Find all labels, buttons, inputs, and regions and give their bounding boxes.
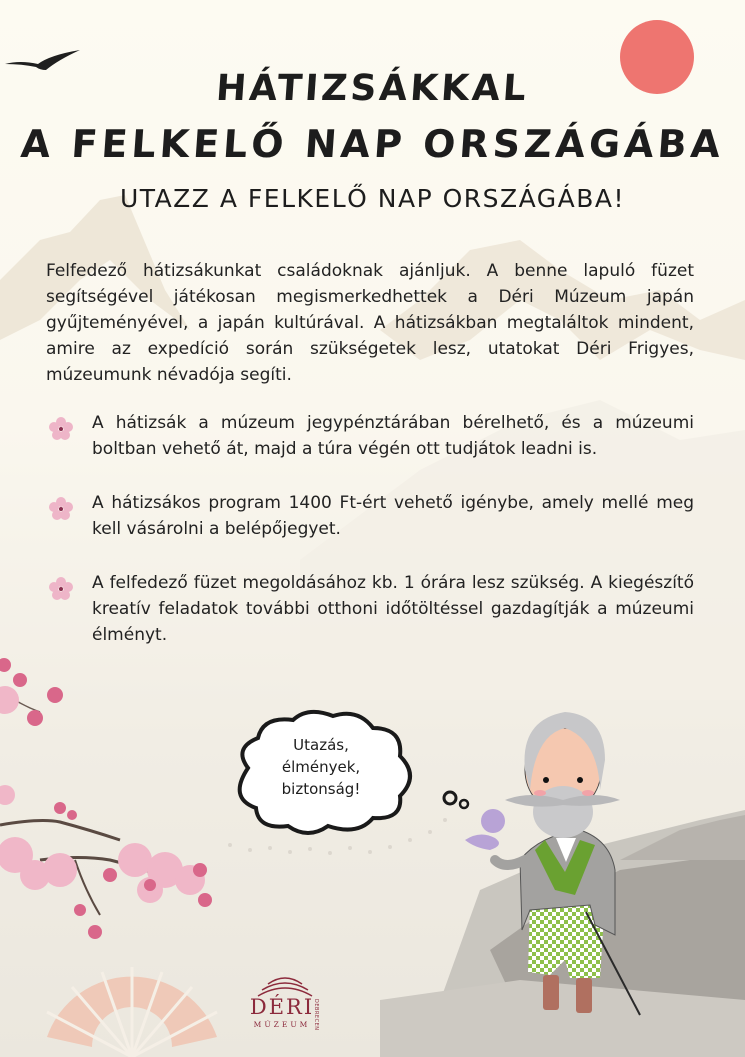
bullet-item: [46, 490, 694, 542]
subtitle: UTAZZ A FELKELŐ NAP ORSZÁGÁBA!: [119, 184, 626, 213]
thought-line-1: Utazás,: [293, 736, 349, 754]
thought-bubble: [228, 708, 438, 838]
thought-line-3: biztonság!: [281, 780, 361, 798]
folding-fan: [47, 967, 217, 1057]
cherry-blossom-icon: [48, 496, 74, 522]
main-title-line2: A FELKELŐ NAP ORSZÁGÁBA: [19, 122, 726, 166]
thought-bubble-text: [228, 734, 414, 800]
cherry-blossom-icon: [48, 576, 74, 602]
bullet-item: [46, 570, 694, 648]
bullet-item: [46, 410, 694, 462]
logo-city: DEBRECEN: [313, 999, 319, 1031]
thought-line-2: élmények,: [281, 758, 361, 776]
bullet-text: A hátizsákos program 1400 Ft-ért vehető igénybe, amely mellé meg kell vásárolni a belépőjegyet.: [92, 493, 694, 539]
deri-museum-logo: [245, 975, 325, 1045]
bullet-list: [46, 410, 694, 648]
cherry-blossom-branch: [0, 658, 212, 939]
main-title-line1: HÁTIZSÁKKAL: [214, 68, 531, 109]
logo-subtitle: MÚZEUM: [253, 1020, 311, 1029]
logo-name: DÉRI: [249, 995, 315, 1019]
bullet-text: A hátizsák a múzeum jegypénztárában bérelhető, és a múzeumi boltban vehető át, majd a túra végén ott tudjátok leadni is.: [92, 413, 694, 459]
bullet-text: A felfedező füzet megoldásához kb. 1 órára lesz szükség. A kiegészítő kreatív feladatok további otthoni időtöltéssel gazdagítják a múzeumi élményt.: [92, 573, 694, 645]
intro-paragraph: Felfedező hátizsákunkat családoknak ajánljuk. A benne lapuló füzet segítségével játékosan megismerkedhettek a Déri Múzeum japán gyűjteményével, a japán kultúrával. A hátizsákban megtaláltok mindent, amire az expedíció során szükségetek lesz, utatokat Déri Frigyes, múzeumunk névadója segíti.: [46, 261, 694, 385]
bird-icon: [5, 50, 80, 70]
cherry-blossom-icon: [48, 416, 74, 442]
